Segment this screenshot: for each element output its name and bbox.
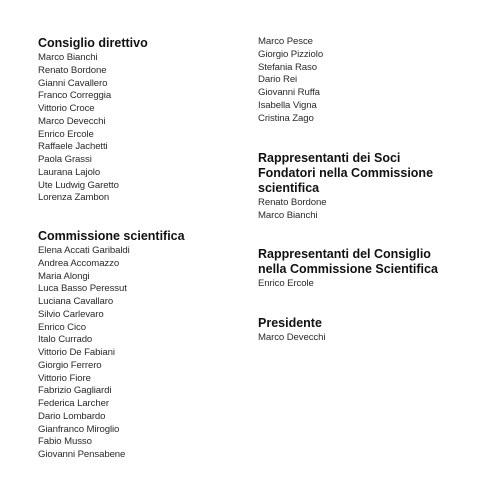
presidente-section: [258, 316, 468, 345]
member-name: Raffaele Jachetti: [38, 141, 108, 153]
member-name: Renato Bordone: [38, 64, 107, 76]
member-name: Franco Correggia: [38, 90, 112, 102]
member-name: Maria Alongi: [38, 270, 90, 282]
heading-line: Fondatori nella Commissione: [258, 166, 434, 180]
member-name: Marco Bianchi: [258, 209, 318, 221]
member-name: Luca Basso Peressut: [38, 283, 127, 295]
member-name: Federica Larcher: [38, 398, 109, 409]
member-name: Ute Ludwig Garetto: [38, 179, 119, 191]
member-name: Enrico Ercole: [258, 278, 314, 289]
member-name: Italo Currado: [38, 334, 93, 346]
member-name: Cristina Zago: [258, 112, 314, 124]
member-name: Enrico Ercole: [38, 128, 94, 140]
member-name: Andrea Accomazzo: [38, 257, 120, 269]
member-name: Giorgio Pizziolo: [258, 48, 324, 60]
heading-line: Rappresentanti dei Soci: [258, 151, 401, 165]
member-name: Vittorio Croce: [38, 103, 95, 114]
member-name: Marco Devecchi: [38, 115, 106, 127]
member-name: Enrico Cico: [38, 321, 86, 333]
member-name: Silvio Carlevaro: [38, 308, 104, 320]
presidente-list: [258, 332, 468, 345]
member-name: Vittorio De Fabiani: [38, 347, 115, 358]
commissione-scientifica-heading: Commissione scientifica: [38, 229, 185, 243]
member-name: Giovanni Ruffa: [258, 87, 320, 98]
commissione-scientifica-list-continued: [258, 36, 468, 125]
member-name: Paola Grassi: [38, 154, 92, 165]
commissione-scientifica-section: [38, 229, 238, 462]
consiglio-direttivo-list: [38, 52, 238, 205]
member-name: Giorgio Ferrero: [38, 359, 102, 371]
member-name: Elena Accati Garibaldi: [38, 245, 130, 256]
member-name: Dario Lombardo: [38, 410, 106, 422]
member-name: Giovanni Pensabene: [38, 449, 126, 460]
commissione-scientifica-continued: [258, 36, 468, 125]
member-name: Gianni Cavallero: [38, 77, 108, 89]
rappresentanti-consiglio-heading: [258, 247, 468, 277]
commissione-scientifica-list: [38, 245, 238, 462]
presidente-heading: Presidente: [258, 316, 322, 330]
rappresentanti-soci-list: [258, 197, 468, 223]
heading-line: nella Commissione Scientifica: [258, 262, 438, 276]
member-name: Vittorio Fiore: [38, 372, 91, 384]
consiglio-direttivo-heading: Consiglio direttivo: [38, 36, 148, 50]
member-name: Marco Bianchi: [38, 52, 98, 63]
member-name: Renato Bordone: [258, 197, 327, 208]
rappresentanti-soci-section: [258, 151, 468, 223]
member-name: Dario Rei: [258, 74, 298, 86]
member-name: Isabella Vigna: [258, 99, 317, 111]
rappresentanti-consiglio-section: [258, 247, 468, 291]
member-name: Laurana Lajolo: [38, 166, 101, 178]
heading-line: Rappresentanti del Consiglio: [258, 247, 431, 261]
member-name: Lorenza Zambon: [38, 192, 110, 204]
member-name: Stefania Raso: [258, 61, 317, 73]
rappresentanti-soci-heading: [258, 151, 468, 196]
member-name: Fabio Musso: [38, 436, 92, 448]
rappresentanti-consiglio-list: [258, 278, 468, 291]
member-name: Marco Devecchi: [258, 332, 326, 343]
heading-line: scientifica: [258, 181, 320, 195]
member-name: Gianfranco Miroglio: [38, 423, 120, 435]
member-name: Fabrizio Gagliardi: [38, 385, 112, 397]
consiglio-direttivo-section: [38, 36, 238, 205]
member-name: Marco Pesce: [258, 36, 313, 47]
member-name: Luciana Cavallaro: [38, 296, 114, 307]
